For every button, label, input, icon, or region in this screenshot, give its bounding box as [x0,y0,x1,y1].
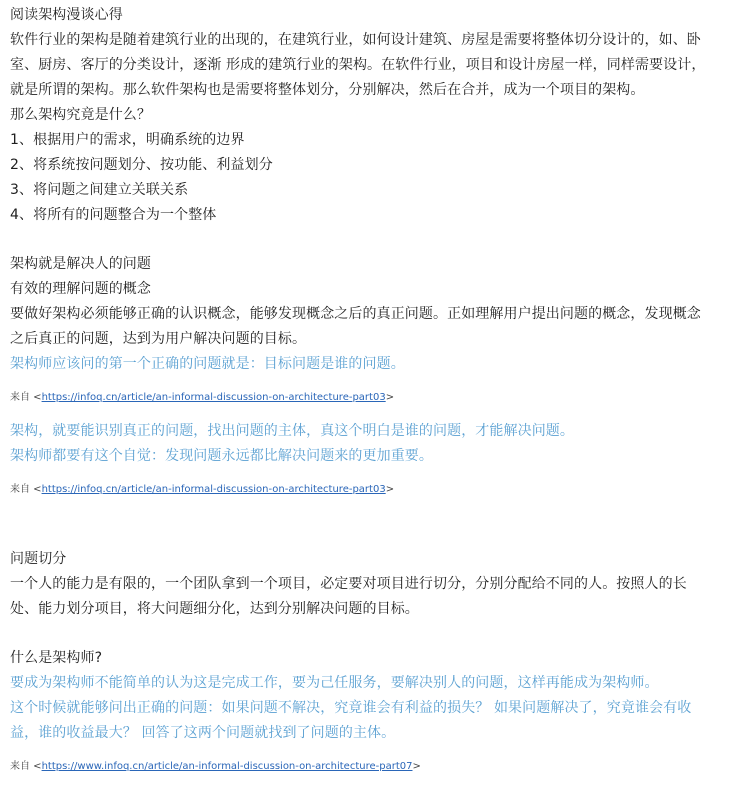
section3-body: 一个人的能力是有限的，一个团队拿到一个项目，必定要对项目进行切分，分别分配给不同的人。按照人的长处、能力划分项目，将大问题细分化，达到分别解决问题的目标。 [10,576,687,617]
intro-paragraph: 软件行业的架构是随着建筑行业的出现的，在建筑行业，如何设计建筑、房屋是需要将整体切分设计的，如、卧室、厨房、客厅的分类设计，逐渐 形成的建筑行业的架构。在软件行业，项目和设计房屋一样，同样需要设计，就是所谓的架构。那么软件架构也是需要将整体划分，分别解决，然后在合并，成为一个项目的架构。 [10,32,706,98]
section4-source: 来自 <https://www.infoq.cn/article/an-informal-discussion-on-architecture-part07> [10,761,421,772]
question-line: 那么架构究竟是什么？ [10,107,151,123]
point-item: 4、将所有的问题整合为一个整体 [10,207,217,223]
section3-heading: 问题切分 [10,551,67,567]
section1-source-link[interactable]: https://infoq.cn/article/an-informal-discussion-on-architecture-part03 [41,392,386,403]
section4-source-link[interactable]: https://www.infoq.cn/article/an-informal-discussion-on-architecture-part07 [41,761,413,772]
section1-body: 要做好架构必须能够正确的认识概念，能够发现概念之后的真正问题。正如理解用户提出问题的概念，发现概念之后真正的问题，达到为用户解决问题的目标。 [10,306,701,347]
section1-heading: 架构就是解决人的问题 [10,256,151,272]
section4-heading: 什么是架构师? [10,650,103,666]
section4-quote-1: 要成为架构师不能简单的认为这是完成工作，要为己任服务，要解决别人的问题，这样再能成为架构师。 [10,675,659,691]
point-item: 3、将问题之间建立关联关系 [10,182,189,198]
section2-quote-1: 架构，就要能识别真正的问题，找出问题的主体，真这个明白是谁的问题，才能解决问题。 [10,423,574,439]
section1-quote: 架构师应该问的第一个正确的问题就是：目标问题是谁的问题。 [10,356,405,372]
section1-subheading: 有效的理解问题的概念 [10,281,151,297]
section2-source: 来自 <https://infoq.cn/article/an-informal-discussion-on-architecture-part03> [10,484,395,495]
point-item: 1、根据用户的需求，明确系统的边界 [10,132,245,148]
section2-source-link[interactable]: https://infoq.cn/article/an-informal-discussion-on-architecture-part03 [41,484,386,495]
document-title: 阅读架构漫谈心得 [10,7,123,23]
section4-quote-2: 这个时候就能够问出正确的问题：如果问题不解决，究竟谁会有利益的损失？ 如果问题解决了，究竟谁会有收益，谁的收益最大？ 回答了这两个问题就找到了问题的主体。 [10,700,692,741]
section1-source: 来自 <https://infoq.cn/article/an-informal-discussion-on-architecture-part03> [10,392,395,403]
point-item: 2、将系统按问题划分、按功能、利益划分 [10,157,273,173]
section2-quote-2: 架构师都要有这个自觉：发现问题永远都比解决问题来的更加重要。 [10,448,433,464]
